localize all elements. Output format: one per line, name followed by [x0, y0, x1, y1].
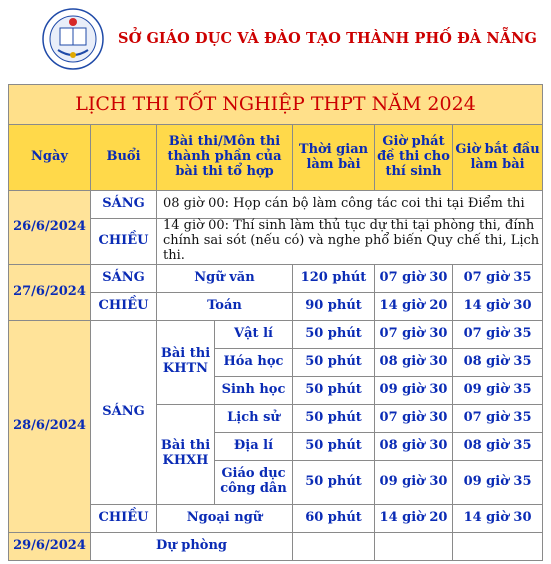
subject-cell: Lịch sử: [215, 404, 293, 432]
col-header-date: Ngày: [9, 125, 91, 191]
empty-cell: [375, 532, 453, 560]
subject-cell: Dự phòng: [91, 532, 293, 560]
subject-cell: Toán: [157, 292, 293, 320]
table-row: [9, 264, 543, 292]
subject-cell: Vật lí: [215, 320, 293, 348]
subject-cell: Giáo dục công dân: [215, 460, 293, 504]
subject-cell: Địa lí: [215, 432, 293, 460]
schedule-title: LỊCH THI TỐT NGHIỆP THPT NĂM 2024: [9, 85, 543, 125]
duration-cell: 50 phút: [293, 348, 375, 376]
group-cell-khtn: Bài thi KHTN: [157, 320, 215, 404]
col-header-distribute: Giờ phát đề thi cho thí sinh: [375, 125, 453, 191]
header-row: [9, 125, 543, 191]
note-cell: 14 giờ 00: Thí sinh làm thủ tục dự thi tại phòng thi, đính chính sai sót (nếu có) và nghe phổ biến Quy chế thi, Lịch thi.: [157, 219, 543, 265]
start-time-cell: 09 giờ 35: [453, 376, 543, 404]
exam-schedule-table: [8, 84, 543, 561]
start-time-cell: 07 giờ 35: [453, 264, 543, 292]
distribute-time-cell: 07 giờ 30: [375, 320, 453, 348]
subject-cell: Sinh học: [215, 376, 293, 404]
duration-cell: 50 phút: [293, 376, 375, 404]
distribute-time-cell: 09 giờ 30: [375, 376, 453, 404]
distribute-time-cell: 14 giờ 20: [375, 292, 453, 320]
date-cell: 27/6/2024: [9, 264, 91, 320]
duration-cell: 50 phút: [293, 432, 375, 460]
distribute-time-cell: 09 giờ 30: [375, 460, 453, 504]
col-header-start: Giờ bắt đầu làm bài: [453, 125, 543, 191]
subject-cell: Ngoại ngữ: [157, 504, 293, 532]
start-time-cell: 07 giờ 35: [453, 404, 543, 432]
distribute-time-cell: 08 giờ 30: [375, 348, 453, 376]
duration-cell: 90 phút: [293, 292, 375, 320]
page-header: [0, 0, 551, 82]
distribute-time-cell: 07 giờ 30: [375, 404, 453, 432]
table-row: [9, 191, 543, 219]
duration-cell: 50 phút: [293, 460, 375, 504]
duration-cell: 60 phút: [293, 504, 375, 532]
session-cell: SÁNG: [91, 191, 157, 219]
group-cell-khxh: Bài thi KHXH: [157, 404, 215, 504]
start-time-cell: 14 giờ 30: [453, 292, 543, 320]
start-time-cell: 14 giờ 30: [453, 504, 543, 532]
org-name: SỞ GIÁO DỤC VÀ ĐÀO TẠO THÀNH PHỐ ĐÀ NẴNG: [118, 30, 537, 47]
subject-cell: Hóa học: [215, 348, 293, 376]
distribute-time-cell: 08 giờ 30: [375, 432, 453, 460]
duration-cell: 50 phút: [293, 404, 375, 432]
table-row: [9, 532, 543, 560]
col-header-session: Buổi: [91, 125, 157, 191]
session-cell: CHIỀU: [91, 219, 157, 265]
duration-cell: 50 phút: [293, 320, 375, 348]
distribute-time-cell: 14 giờ 20: [375, 504, 453, 532]
table-row: [9, 320, 543, 348]
session-cell: SÁNG: [91, 264, 157, 292]
start-time-cell: 08 giờ 35: [453, 348, 543, 376]
empty-cell: [453, 532, 543, 560]
date-cell: 29/6/2024: [9, 532, 91, 560]
session-cell: CHIỀU: [91, 504, 157, 532]
start-time-cell: 07 giờ 35: [453, 320, 543, 348]
session-cell: CHIỀU: [91, 292, 157, 320]
duration-cell: 120 phút: [293, 264, 375, 292]
date-cell: 26/6/2024: [9, 191, 91, 265]
start-time-cell: 09 giờ 35: [453, 460, 543, 504]
empty-cell: [293, 532, 375, 560]
education-department-seal-icon: [42, 8, 104, 70]
col-header-subject: Bài thi/Môn thi thành phần của bài thi tổ hợp: [157, 125, 293, 191]
note-cell: 08 giờ 00: Họp cán bộ làm công tác coi thi tại Điểm thi: [157, 191, 543, 219]
distribute-time-cell: 07 giờ 30: [375, 264, 453, 292]
subject-cell: Ngữ văn: [157, 264, 293, 292]
start-time-cell: 08 giờ 35: [453, 432, 543, 460]
col-header-duration: Thời gian làm bài: [293, 125, 375, 191]
date-cell: 28/6/2024: [9, 320, 91, 532]
session-cell: SÁNG: [91, 320, 157, 504]
